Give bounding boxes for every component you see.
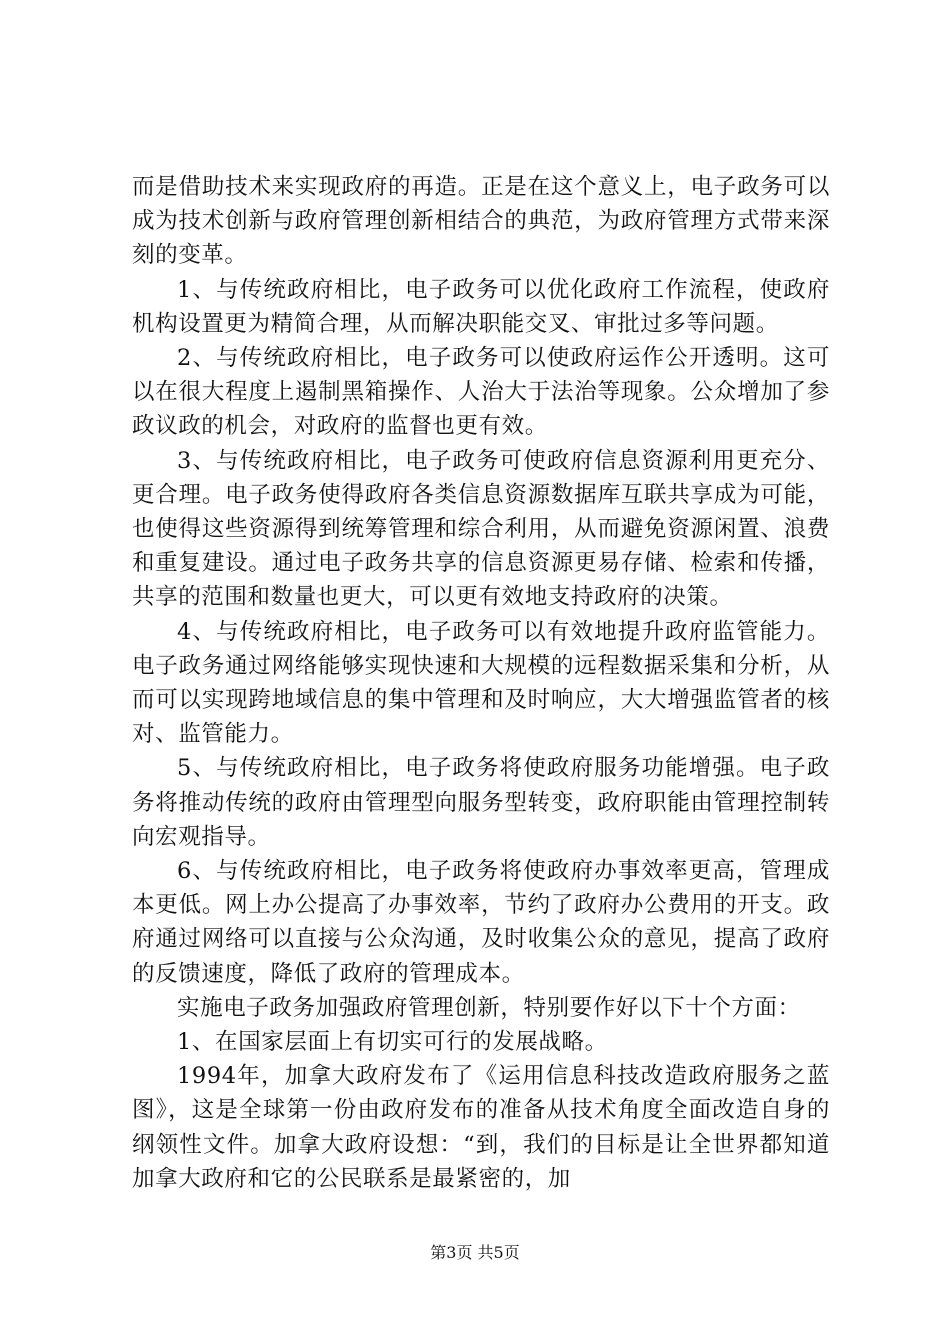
paragraph-1: 而是借助技术来实现政府的再造。正是在这个意义上，电子政务可以成为技术创新与政府管理创新相结合的典范，为政府管理方式带来深刻的变革。 — [132, 174, 830, 269]
document-body — [132, 170, 830, 1196]
paragraph-8: 实施电子政务加强政府管理创新，特别要作好以下十个方面： — [177, 994, 801, 1021]
paragraph-2: 1、与传统政府相比，电子政务可以优化政府工作流程，使政府机构设置更为精简合理，从而解决职能交叉、审批过多等问题。 — [132, 276, 830, 337]
paragraph-9: 1、在国家层面上有切实可行的发展战略。 — [177, 1029, 608, 1056]
paragraph-5: 4、与传统政府相比，电子政务可以有效地提升政府监管能力。电子政务通过网络能够实现快速和大规模的远程数据采集和分析，从而可以实现跨地域信息的集中管理和及时响应，大大增强监管者的核对、监管能力。 — [132, 618, 830, 748]
page-footer: 第3页 共5页 — [430, 1243, 520, 1262]
paragraph-3: 2、与传统政府相比，电子政务可以使政府运作公开透明。这可以在很大程度上遏制黑箱操作、人治大于法治等现象。公众增加了参政议政的机会，对政府的监督也更有效。 — [132, 345, 830, 440]
paragraph-6: 5、与传统政府相比，电子政务将使政府服务功能增强。电子政务将推动传统的政府由管理型向服务型转变，政府职能由管理控制转向宏观指导。 — [132, 755, 830, 850]
paragraph-10: 1994年，加拿大政府发布了《运用信息科技改造政府服务之蓝图》，这是全球第一份由政府发布的准备从技术角度全面改造自身的纲领性文件。加拿大政府设想：“到，我们的目标是让全世界都知道加拿大政府和它的公民联系是最紧密的，加 — [132, 1063, 830, 1192]
paragraph-7: 6、与传统政府相比，电子政务将使政府办事效率更高，管理成本更低。网上办公提高了办事效率，节约了政府办公费用的开支。政府通过网络可以直接与公众沟通，及时收集公众的意见，提高了政府的反馈速度，降低了政府的管理成本。 — [132, 858, 830, 987]
paragraph-4: 3、与传统政府相比，电子政务可使政府信息资源利用更充分、更合理。电子政务使得政府各类信息资源数据库互联共享成为可能，也使得这些资源得到统筹管理和综合利用，从而避免资源闲置、浪费和重复建设。通过电子政务共享的信息资源更易存储、检索和传播，共享的范围和数量也更大，可以更有效地支持政府的决策。 — [132, 447, 830, 611]
